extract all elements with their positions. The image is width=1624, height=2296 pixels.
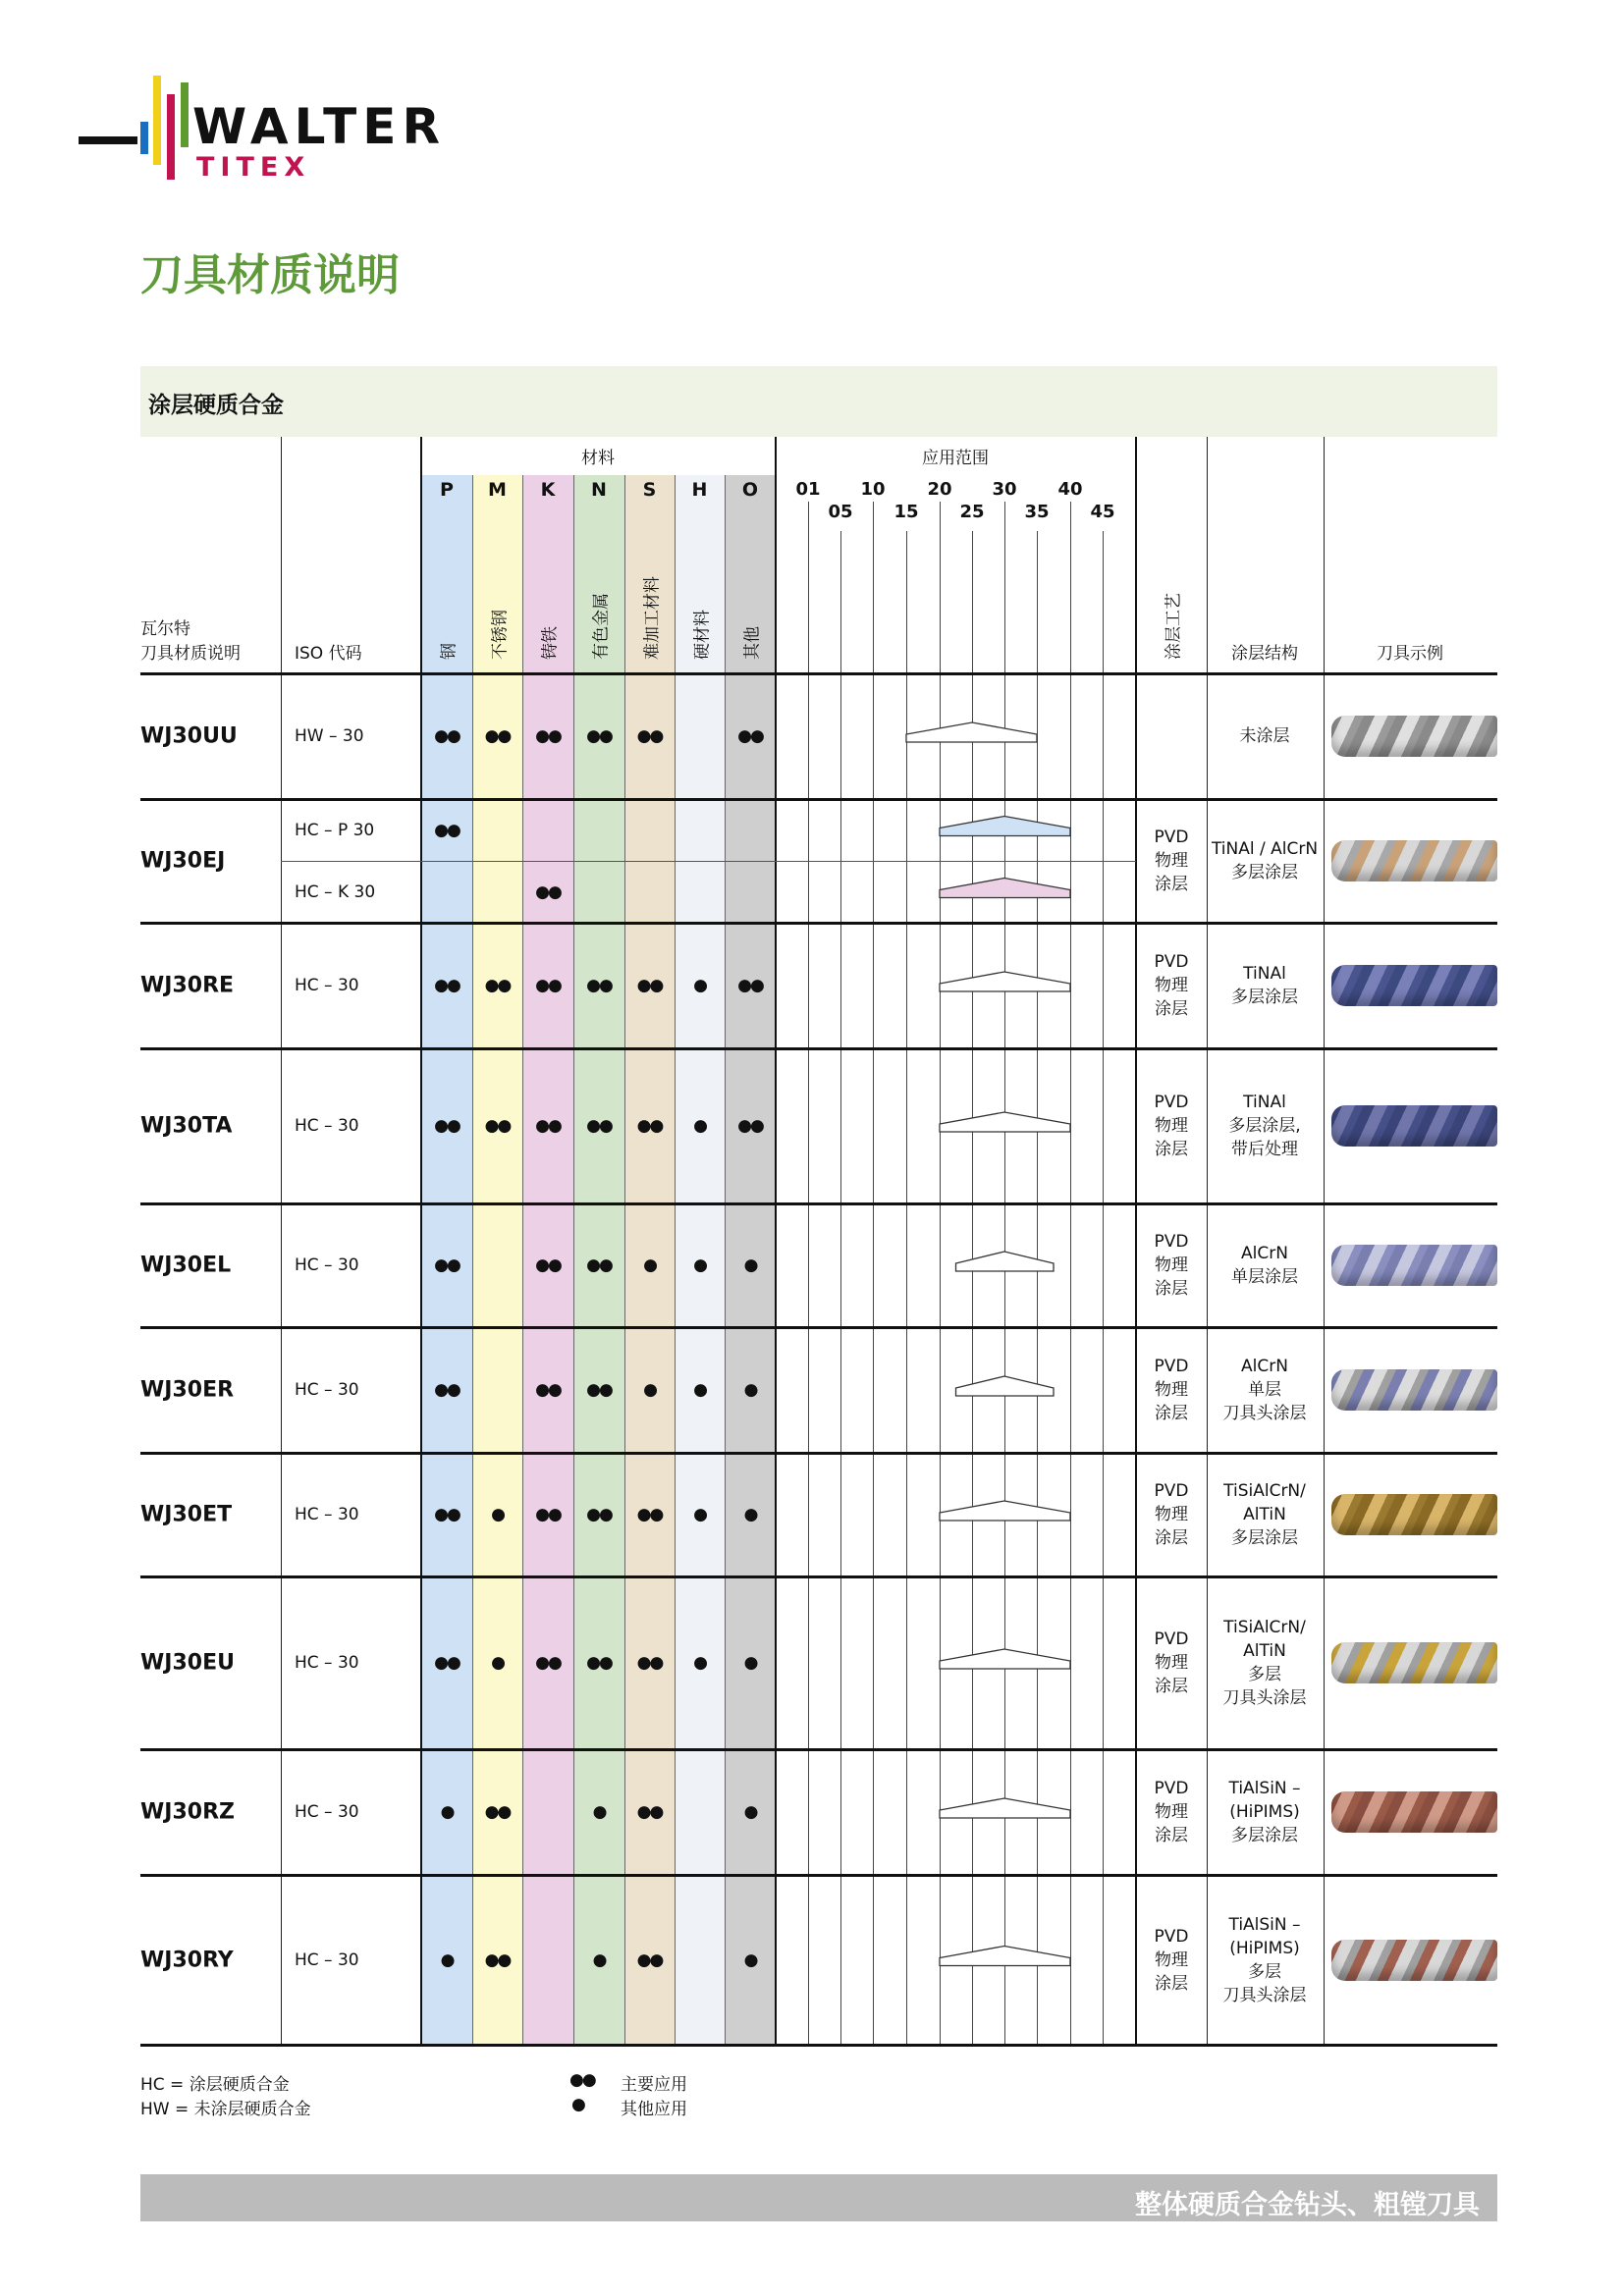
structure-line: 多层涂层 [1230, 1528, 1298, 1548]
material-suitability-p: ●● [434, 1380, 460, 1400]
row-grade: WJ30EJ [140, 848, 226, 874]
logo-yellow-bar [153, 76, 161, 165]
structure-line: AlCrN [1241, 1244, 1288, 1263]
material-suitability-k: ●● [535, 881, 561, 902]
material-suitability-h: ● [693, 1505, 706, 1524]
material-suitability-n: ●● [586, 976, 612, 995]
process-line: 涂层 [1154, 1826, 1188, 1845]
material-suitability-o: ● [743, 1505, 757, 1524]
material-letter-n: N [591, 479, 607, 501]
material-suitability-k: ●● [535, 1380, 561, 1400]
range-gridline [808, 502, 809, 2045]
drill-example-image [1331, 1791, 1497, 1833]
material-suitability-s: ●● [636, 1116, 663, 1136]
structure-line: TiAlSiN – [1228, 1914, 1301, 1935]
structure-line: AlTiN [1243, 1505, 1286, 1524]
structure-line: AlCrN [1241, 1357, 1288, 1376]
range-gridline [1004, 502, 1005, 2045]
material-suitability-o: ● [743, 1949, 757, 1970]
header-range-title: 应用范围 [922, 449, 989, 468]
material-suitability-s: ●● [636, 976, 663, 995]
page-title: 刀具材质说明 [140, 250, 400, 300]
row-grade: WJ30RE [140, 973, 235, 998]
column-divider-thick [1135, 437, 1137, 2045]
material-suitability-m: ● [491, 1505, 504, 1524]
structure-line: TiSiAlCrN/ [1223, 1618, 1306, 1637]
header-process: 涂层工艺 [1164, 593, 1184, 660]
header-grade-line1: 瓦尔特 [140, 619, 190, 639]
range-gridline [972, 531, 973, 2045]
row-grade: WJ30ET [140, 1502, 233, 1527]
material-suitability-n: ●● [586, 1255, 612, 1275]
row-iso-code: HC – P 30 [295, 820, 375, 840]
material-divider [472, 475, 473, 2045]
sub-row-divider [281, 861, 1136, 862]
material-suitability-m: ●● [484, 1802, 511, 1822]
material-suitability-h: ● [693, 1380, 706, 1400]
material-letter-s: S [642, 479, 657, 501]
row-divider [140, 798, 1497, 801]
material-letter-m: M [488, 479, 507, 501]
structure-line: 多层 [1248, 1665, 1281, 1684]
row-divider [140, 1047, 1497, 1050]
process-line: 物理 [1154, 1949, 1188, 1970]
column-divider [281, 437, 282, 2045]
structure-line: 单层 [1248, 1380, 1281, 1400]
logo-red-bar [167, 94, 175, 180]
material-suitability-k: ●● [535, 1255, 561, 1275]
row-grade: WJ30RZ [140, 1799, 235, 1825]
row-coating-process [1155, 1355, 1189, 1425]
material-suitability-p: ●● [434, 1116, 460, 1136]
row-grade: WJ30EL [140, 1253, 232, 1278]
row-iso-code: HC – 30 [295, 1505, 359, 1524]
structure-line: TiSiAlCrN/ [1223, 1481, 1306, 1501]
range-tick-label: 10 [860, 479, 886, 500]
header-materials-title: 材料 [581, 449, 615, 468]
material-suitability-o: ●● [737, 1116, 763, 1136]
row-coating-process [1155, 950, 1189, 1021]
structure-line: (HiPIMS) [1229, 1938, 1300, 1958]
structure-line: 多层涂层 [1230, 1826, 1298, 1845]
logo-black-bar [79, 136, 137, 144]
range-gridline [873, 502, 874, 2045]
material-suitability-p: ●● [434, 1505, 460, 1524]
process-line: 物理 [1154, 1116, 1188, 1136]
footer-text: 整体硬质合金钻头、粗镗刀具 [1135, 2190, 1480, 2220]
row-iso-code: HC – 30 [295, 1802, 359, 1822]
process-line: PVD [1154, 1629, 1189, 1649]
range-gridline [1070, 502, 1071, 2045]
row-coating-structure [1231, 1242, 1298, 1289]
process-line: 涂层 [1154, 1528, 1188, 1548]
range-gridline [1103, 531, 1104, 2045]
legend-main-symbol: ●● [569, 2070, 595, 2090]
material-suitability-h: ● [693, 1116, 706, 1136]
material-suitability-n: ●● [586, 1116, 612, 1136]
drill-example-image [1331, 1494, 1497, 1535]
material-letter-p: P [440, 479, 454, 501]
material-name-k: 铸铁 [540, 626, 561, 660]
material-suitability-m: ●● [484, 726, 511, 746]
material-suitability-s: ●● [636, 1802, 663, 1822]
header-iso: ISO 代码 [295, 644, 362, 664]
material-suitability-m: ● [491, 1653, 504, 1673]
header-grade-line2: 刀具材质说明 [140, 644, 241, 664]
process-line: 涂层 [1154, 1677, 1188, 1696]
material-suitability-s: ● [643, 1380, 656, 1400]
process-line: 物理 [1154, 1380, 1188, 1400]
material-divider [522, 475, 523, 2045]
structure-line: 多层 [1248, 1961, 1281, 1982]
material-suitability-p: ●● [434, 726, 460, 746]
material-suitability-s: ● [643, 1255, 656, 1275]
material-suitability-h: ● [693, 1255, 706, 1275]
material-suitability-n: ● [592, 1802, 606, 1822]
process-line: PVD [1154, 952, 1189, 972]
row-coating-structure [1240, 724, 1290, 748]
material-suitability-m: ●● [484, 1116, 511, 1136]
range-tick-label: 30 [992, 479, 1017, 500]
material-letter-o: O [741, 479, 759, 501]
structure-line: TiNAl / AlCrN [1211, 839, 1319, 859]
structure-line: TiNAl [1243, 964, 1286, 984]
material-suitability-p: ●● [434, 1255, 460, 1275]
row-iso-code: HC – 30 [295, 1380, 359, 1400]
structure-line: 多层涂层, [1228, 1116, 1301, 1136]
process-line: 涂层 [1154, 1140, 1188, 1159]
process-line: 物理 [1154, 976, 1188, 995]
logo-blue-bar [140, 122, 148, 154]
material-suitability-p: ●● [434, 976, 460, 995]
material-name-m: 不锈钢 [490, 610, 510, 660]
material-suitability-o: ●● [737, 726, 763, 746]
material-letter-k: K [540, 479, 556, 501]
material-suitability-o: ● [743, 1255, 757, 1275]
column-divider [1324, 437, 1325, 2045]
material-divider [675, 475, 676, 2045]
row-coating-structure [1228, 1777, 1300, 1847]
row-grade: WJ30TA [140, 1113, 233, 1139]
row-iso-code: HC – 30 [295, 1255, 359, 1275]
material-suitability-o: ● [743, 1653, 757, 1673]
range-tick-label: 35 [1024, 502, 1050, 522]
structure-line: TiAlSiN – [1228, 1779, 1301, 1798]
material-suitability-k: ●● [535, 1653, 561, 1673]
process-line: 涂层 [1154, 999, 1188, 1019]
row-coating-structure [1231, 962, 1298, 1009]
material-suitability-p: ●● [434, 820, 460, 840]
structure-line: 刀具头涂层 [1222, 1404, 1307, 1423]
structure-line: 多层涂层 [1231, 988, 1298, 1007]
material-letter-h: H [691, 479, 708, 501]
material-suitability-n: ●● [586, 1505, 612, 1524]
legend-hc: HC = 涂层硬质合金 [140, 2075, 290, 2095]
process-line: 物理 [1154, 1255, 1188, 1275]
structure-line: 单层涂层 [1231, 1267, 1298, 1287]
material-divider [725, 475, 726, 2045]
material-suitability-n: ●● [586, 1380, 612, 1400]
row-iso-code: HC – K 30 [295, 881, 376, 902]
row-divider [140, 922, 1497, 925]
process-line: PVD [1154, 828, 1189, 847]
material-name-p: 钢 [439, 643, 460, 660]
process-line: PVD [1154, 1779, 1189, 1798]
row-coating-process [1155, 1628, 1189, 1698]
material-name-h: 硬材料 [692, 610, 712, 660]
row-coating-structure [1223, 1616, 1307, 1710]
legend-other-symbol: ● [571, 2095, 586, 2114]
legend-hw: HW = 未涂层硬质合金 [140, 2100, 311, 2119]
material-suitability-k: ●● [535, 976, 561, 995]
row-divider [140, 1874, 1497, 1877]
row-coating-process [1155, 1091, 1189, 1161]
row-divider [140, 1575, 1497, 1578]
row-coating-process [1155, 1925, 1189, 1996]
material-suitability-n: ● [592, 1949, 606, 1970]
material-name-n: 有色金属 [591, 593, 612, 660]
material-name-s: 难加工材料 [642, 576, 662, 660]
row-coating-structure [1223, 1355, 1307, 1425]
row-grade: WJ30RY [140, 1948, 234, 1972]
row-grade: WJ30UU [140, 723, 238, 749]
process-line: PVD [1154, 1357, 1189, 1376]
process-line: 涂层 [1154, 1973, 1188, 1994]
logo-green-bar [181, 82, 189, 147]
row-grade: WJ30ER [140, 1377, 235, 1403]
structure-line: (HiPIMS) [1229, 1802, 1300, 1822]
drill-example-image [1331, 1642, 1497, 1683]
material-suitability-s: ●● [636, 1653, 663, 1673]
structure-line: 多层涂层 [1231, 863, 1298, 882]
range-gridline [940, 502, 941, 2045]
material-suitability-k: ●● [535, 1505, 561, 1524]
process-line: PVD [1154, 1481, 1189, 1501]
material-divider [573, 475, 574, 2045]
row-divider [140, 1202, 1497, 1205]
material-suitability-m: ●● [484, 976, 511, 995]
range-tick-label: 20 [927, 479, 952, 500]
drill-example-image [1331, 1369, 1497, 1411]
row-iso-code: HW – 30 [295, 726, 364, 746]
drill-example-image [1331, 1245, 1497, 1286]
row-divider [140, 1748, 1497, 1751]
row-divider [140, 672, 1497, 675]
process-line: 物理 [1154, 1505, 1188, 1524]
range-tick-label: 01 [795, 479, 821, 500]
material-name-o: 其他 [742, 626, 763, 660]
range-gridline [1037, 531, 1038, 2045]
process-line: 涂层 [1154, 875, 1188, 894]
row-iso-code: HC – 30 [295, 976, 359, 995]
column-divider-thick [420, 437, 422, 2045]
drill-example-image [1331, 716, 1497, 757]
material-suitability-n: ●● [586, 726, 612, 746]
structure-line: 未涂层 [1239, 726, 1290, 746]
range-tick-label: 05 [828, 502, 853, 522]
process-line: 物理 [1154, 851, 1188, 871]
drill-example-image [1331, 1105, 1497, 1147]
row-iso-code: HC – 30 [295, 1116, 359, 1136]
process-line: 涂层 [1154, 1404, 1188, 1423]
structure-line: 带后处理 [1231, 1140, 1298, 1159]
process-line: PVD [1154, 1926, 1189, 1947]
material-suitability-p: ● [440, 1802, 454, 1822]
legend-other-label: 其他应用 [621, 2100, 687, 2119]
range-tick-label: 25 [959, 502, 985, 522]
footer-bar [140, 2174, 1497, 2221]
row-coating-structure [1212, 837, 1318, 884]
structure-line: AlTiN [1243, 1641, 1286, 1661]
process-line: PVD [1154, 1093, 1189, 1112]
process-line: 物理 [1154, 1653, 1188, 1673]
material-suitability-n: ●● [586, 1653, 612, 1673]
row-coating-process [1155, 826, 1189, 896]
material-suitability-p: ●● [434, 1653, 460, 1673]
material-suitability-o: ●● [737, 976, 763, 995]
row-coating-process [1155, 1230, 1189, 1301]
row-divider [140, 2044, 1497, 2047]
material-suitability-h: ● [693, 976, 706, 995]
section-title: 涂层硬质合金 [148, 393, 284, 418]
row-coating-process [1155, 1777, 1189, 1847]
material-suitability-m: ●● [484, 1949, 511, 1970]
material-suitability-k: ●● [535, 1116, 561, 1136]
material-suitability-h: ● [693, 1653, 706, 1673]
column-divider-thick [775, 437, 777, 2045]
material-suitability-p: ● [440, 1949, 454, 1970]
material-suitability-s: ●● [636, 726, 663, 746]
material-suitability-s: ●● [636, 1949, 663, 1970]
column-divider [1207, 437, 1208, 2045]
drill-example-image [1331, 1940, 1497, 1981]
process-line: 物理 [1154, 1802, 1188, 1822]
material-suitability-o: ● [743, 1380, 757, 1400]
range-tick-label: 40 [1057, 479, 1083, 500]
process-line: PVD [1154, 1232, 1189, 1252]
row-coating-process [1155, 1479, 1189, 1550]
row-grade: WJ30EU [140, 1650, 235, 1676]
header-example: 刀具示例 [1377, 644, 1443, 664]
row-iso-code: HC – 30 [295, 1653, 359, 1673]
logo-walter-text: WALTER [192, 98, 446, 155]
row-divider [140, 1452, 1497, 1455]
structure-line: TiNAl [1243, 1093, 1286, 1112]
process-line: 涂层 [1154, 1279, 1188, 1299]
row-coating-structure [1228, 1091, 1300, 1161]
row-divider [140, 1326, 1497, 1329]
drill-example-image [1331, 965, 1497, 1006]
row-coating-structure [1223, 1913, 1307, 2007]
header-structure: 涂层结构 [1231, 644, 1298, 664]
section-header-band [140, 366, 1497, 437]
row-iso-code: HC – 30 [295, 1949, 359, 1970]
material-suitability-k: ●● [535, 726, 561, 746]
drill-example-image [1331, 840, 1497, 881]
range-gridline [906, 531, 907, 2045]
logo-titex-text: TITEX [196, 152, 311, 183]
range-tick-label: 15 [893, 502, 919, 522]
structure-line: 刀具头涂层 [1222, 1985, 1307, 2005]
material-suitability-o: ● [743, 1802, 757, 1822]
range-tick-label: 45 [1090, 502, 1115, 522]
material-divider [624, 475, 625, 2045]
legend-main-label: 主要应用 [621, 2075, 687, 2095]
material-suitability-s: ●● [636, 1505, 663, 1524]
range-gridline [840, 531, 841, 2045]
structure-line: 刀具头涂层 [1222, 1688, 1307, 1708]
row-coating-structure [1223, 1479, 1306, 1550]
